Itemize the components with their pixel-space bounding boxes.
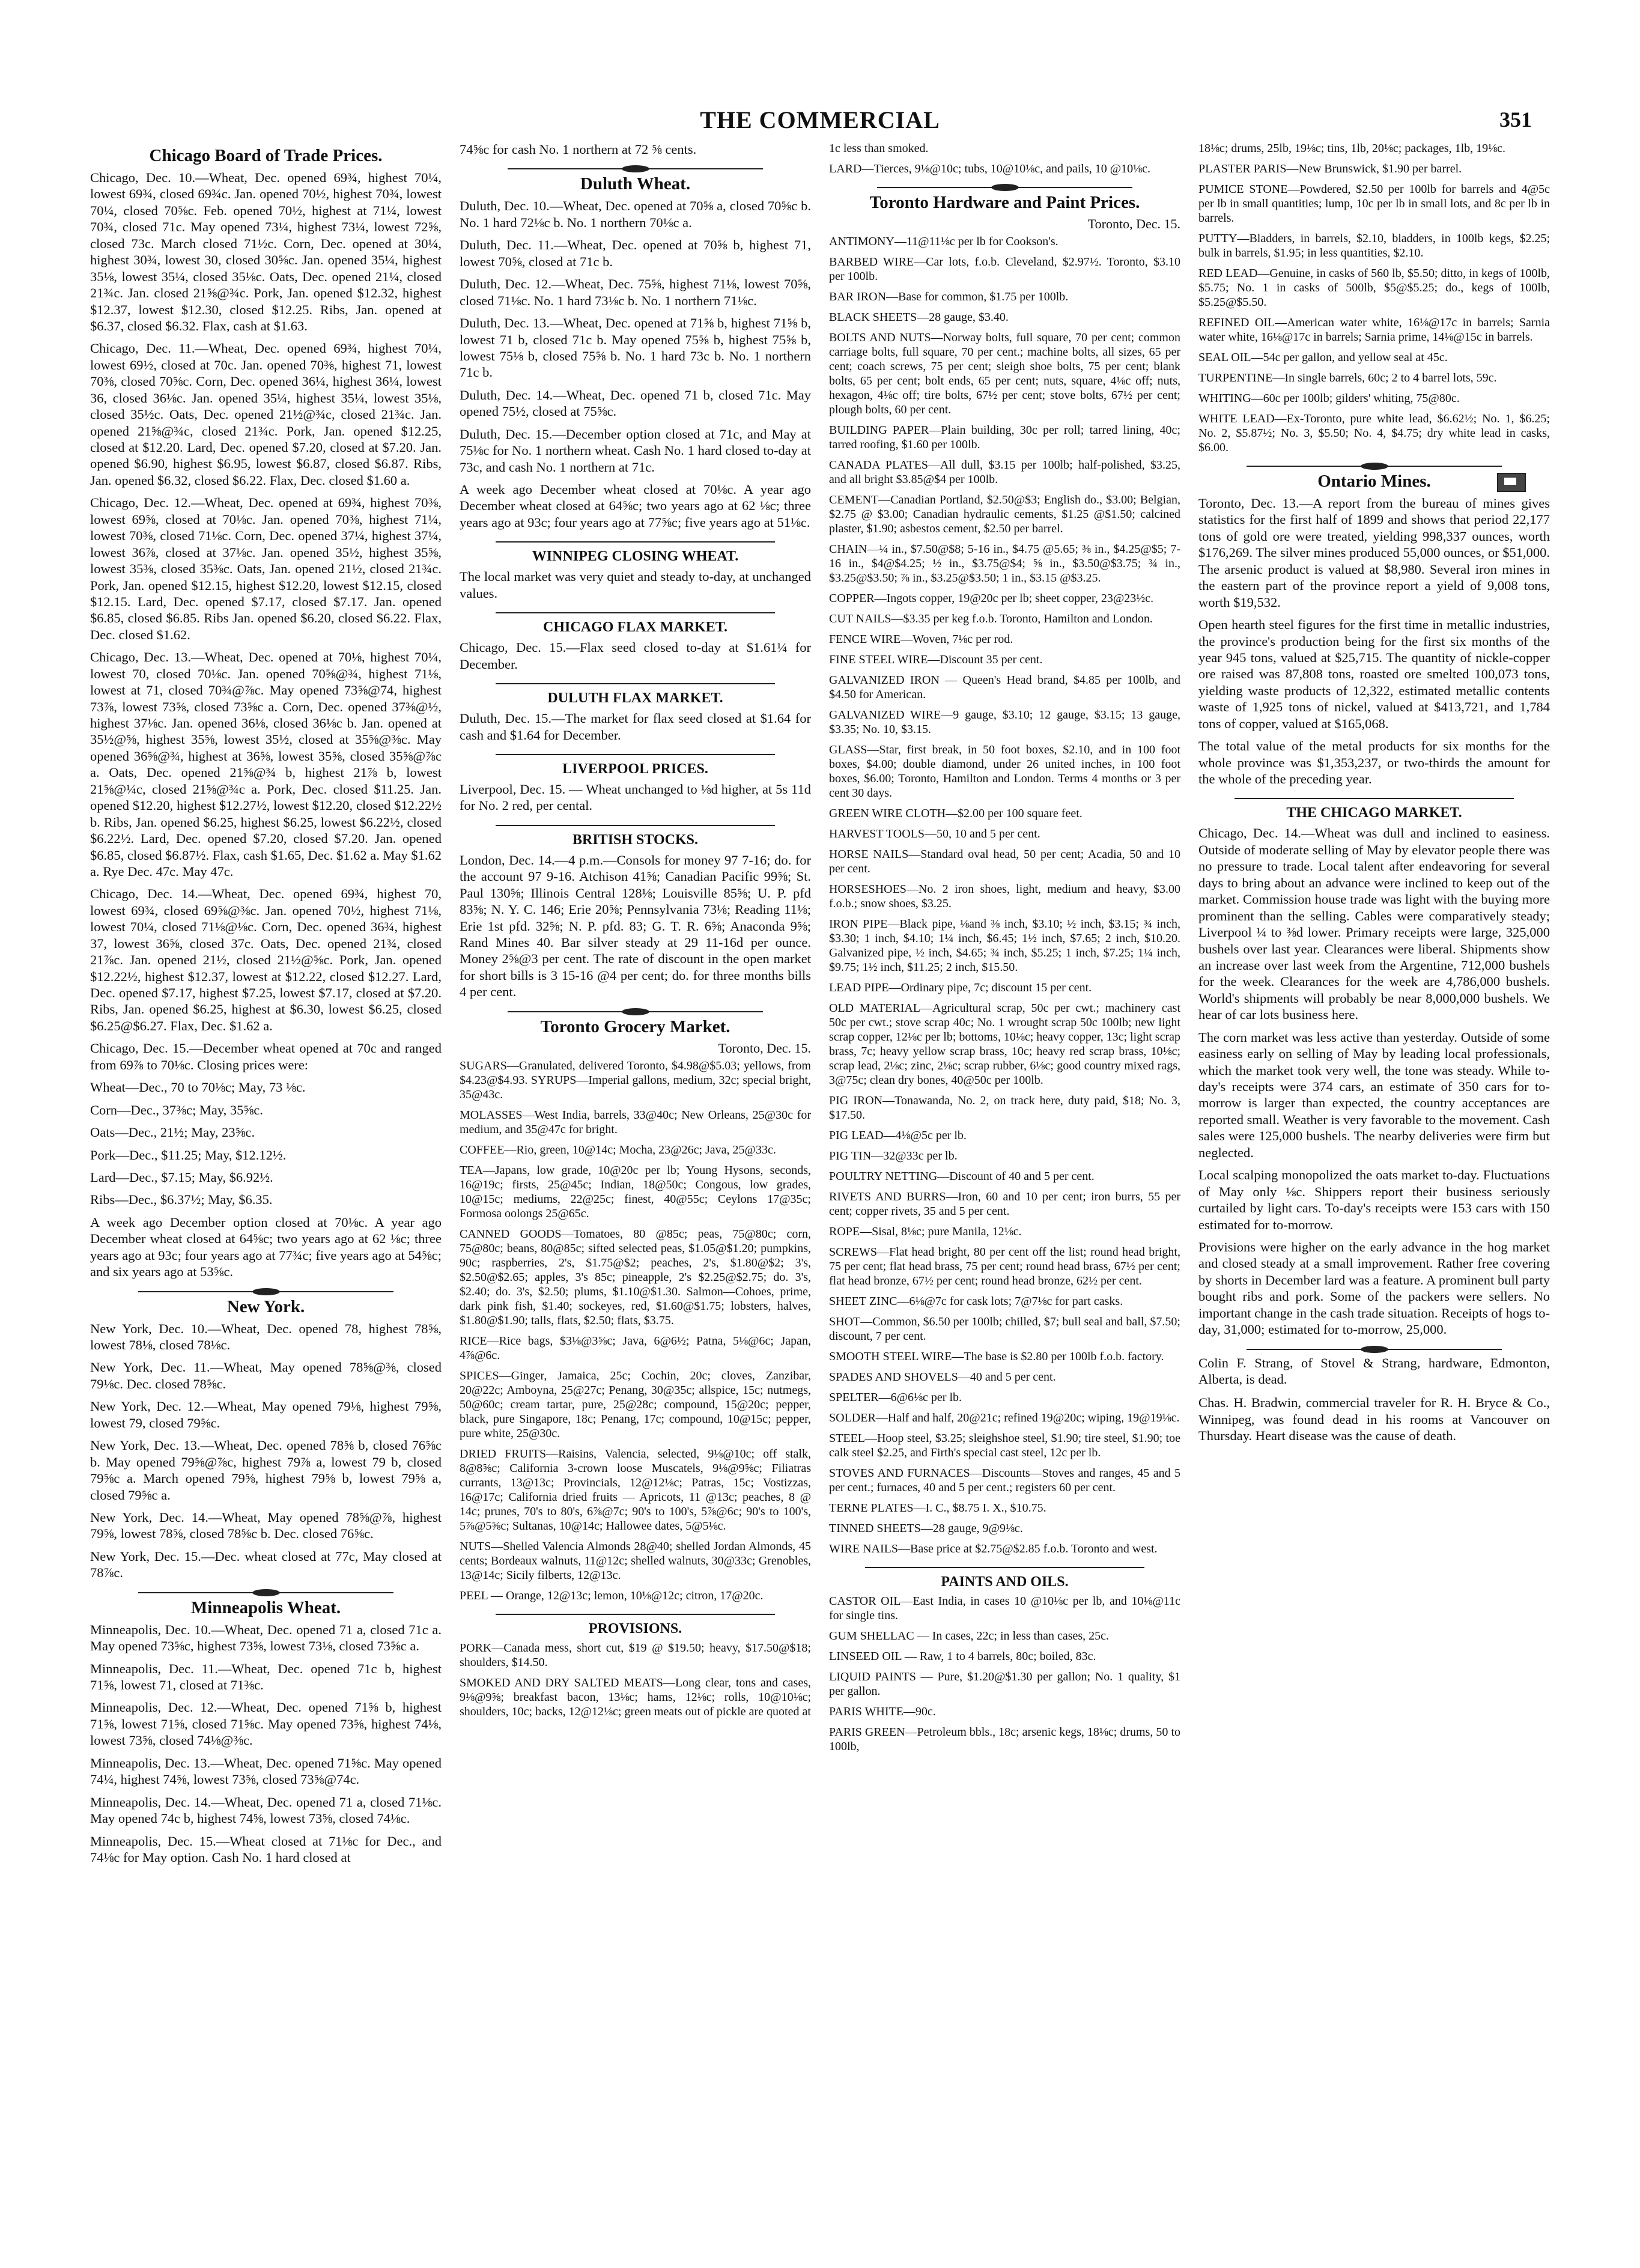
article-paragraph: PARIS WHITE—90c. [829,1705,936,1718]
article-paragraph: RED LEAD—Genuine, in casks of 560 lb, $5.50; ditto, in kegs of 100lb, $5.75; No. 1 in casks of 500lb, $5@$5.25; do., kegs of 100lb, $5.25@$5.50. [1198,267,1550,309]
article-paragraph: PARIS GREEN—Petroleum bbls., 18c; arsenic kegs, 18⅛c; drums, 50 to 100lb, [829,1725,1180,1753]
article-paragraph: 74⅝c for cash No. 1 northern at 72 ⅝ cents. [460,142,697,157]
section-divider [496,541,775,543]
article-paragraph: HORSESHOES—No. 2 iron shoes, light, medium and heavy, $3.00 f.o.b.; snow shoes, $3.25. [829,883,1180,910]
heading-row [1198,472,1550,491]
article-paragraph: The corn market was less active than yesterday. Outside of some easiness early on selling of May by leading local professionals, which the market took very well, the tone was steady. While to-day's receipts were 374 cars, an estimate of 350 cars for to-morrow is larger than expected, the country acceptances are reported small. Weather is very favorable to the movement. Cash sales were 125,000 bushels. The nearby deliveries were firm but neglected. [1198,1029,1550,1160]
article-paragraph: Duluth, Dec. 14.—Wheat, Dec. opened 71 b, closed 71c. May opened 75½, closed at 75⅝c. [460,387,811,419]
article-paragraph: Minneapolis, Dec. 14.—Wheat, Dec. opened 71 a, closed 71⅛c. May opened 74c b, highest 74⅝, lowest 73⅝, closed 74⅛c. [90,1794,442,1826]
article-paragraph: Open hearth steel figures for the first time in metallic industries, the province's production being for the first six months of the year 945 tons, valued at $25,715. The quantity of nickle-copper ore raised was 87,808 tons, roasted ore smelted 100,073 tons, yielding waste products of 12,322, estimated metallic contents waste of 1,925 tons of nickel, valued at $413,721, and 1,784 tons of copper, valued at $165,068. [1198,617,1550,731]
article-paragraph: Minneapolis, Dec. 12.—Wheat, Dec. opened 71⅝ b, highest 71⅝, lowest 71⅝, closed 71⅝c. May opened 73⅝, highest 74⅛, lowest 73⅝, closed 74⅛@⅜c. [90,1700,442,1748]
article [1198,798,1550,1337]
article-paragraph: PUTTY—Bladders, in barrels, $2.10, bladders, in 100lb kegs, $2.25; bulk in barrels, $1.95; in less quantities, $2.10. [1198,232,1550,260]
section-divider [508,1011,763,1012]
article-heading: Chicago Board of Trade Prices. [149,146,383,165]
article-paragraph: STOVES AND FURNACES—Discounts—Stoves and ranges, 45 and 5 per cent.; furnaces, 40 and 5 per cent.; registers 60 per cent. [829,1467,1180,1494]
article-paragraph: 1c less than smoked. [829,142,929,155]
article-heading: PAINTS AND OILS. [941,1574,1069,1590]
article-paragraph: Lard—Dec., $7.15; May, $6.92½. [90,1169,273,1185]
article-paragraph: CEMENT—Canadian Portland, $2.50@$3; English do., $3.00; Belgian, $2.75 @ $3.00; Canadian hydraulic cements, $1.25 @$1.50; calcined plaster, $1.90; asbestos cement, $2.50 per barrel. [829,493,1180,535]
article [1198,141,1550,455]
article-paragraph: Chas. H. Bradwin, commercial traveler for R. H. Bryce & Co., Winnipeg, was found dead in his rooms at Vancouver on Thursday. Heart disease was the cause of death. [1198,1395,1550,1444]
article-paragraph: MOLASSES—West India, barrels, 33@40c; New Orleans, 25@30c for medium, and 35@47c for bright. [460,1108,811,1136]
article-heading: DULUTH FLAX MARKET. [547,690,723,707]
article-paragraph: TINNED SHEETS—28 gauge, 9@9⅛c. [829,1522,1023,1535]
article-paragraph: Chicago, Dec. 15.—Flax seed closed to-day at $1.61¼ for December. [460,640,811,672]
article-paragraph: SHOT—Common, $6.50 per 100lb; chilled, $7; bull seal and ball, $7.50; discount, 7 per cent. [829,1315,1180,1343]
section-divider [496,1614,775,1615]
article [460,612,811,672]
article-paragraph: BOLTS AND NUTS—Norway bolts, full square, 70 per cent; common carriage bolts, full square, 70 per cent.; machine bolts, all sizes, 65 per cent; coach screws, 75 per cent; sleigh shoe bolts, 75 per cent; blank bolts, 65 per cent; bolt ends, 65 per cent; nuts, square, 4⅛c off; nuts, hexagon, 4⅛c off; tire bolts, 67½ per cent; stove bolts, 67½ per cent; plough bolts, 60 per cent. [829,331,1180,416]
section-divider [508,168,763,169]
article-paragraph: Chicago, Dec. 12.—Wheat, Dec. opened at 69¾, highest 70⅜, lowest 69⅝, closed at 70⅛c. Jan. opened 70⅜, highest 71¼, lowest 70⅜, closed 71⅛c. Corn, Dec. opened 37¼, highest 37¼, lowest 36⅞, closed at 37⅛c. Jan. opened 35½, highest 35⅝, lowest 35⅜, closed 35⅜c. Oats, Jan. opened 21½, closed 21¾c. Pork, Jan. opened $12.15, highest $12.20, lowest $12.15, closed $12.15. Lard, Dec. opened $7.17, closed $7.17. Jan. opened $6.85, closed $6.85. Ribs Jan. opened $6.20, closed $6.22. Flax, Dec. closed $1.62. [90,495,442,642]
article-paragraph: Oats—Dec., 21½; May, 23⅝c. [90,1125,255,1140]
article-paragraph: TURPENTINE—In single barrels, 60c; 2 to 4 barrel lots, 59c. [1198,371,1497,385]
publication-title: THE COMMERCIAL [700,106,940,133]
article-paragraph: RIVETS AND BURRS—Iron, 60 and 10 per cent; iron burrs, 55 per cent; copper rivets, 35 and 5 per cent. [829,1190,1180,1218]
article-paragraph: ROPE—Sisal, 8⅛c; pure Manila, 12⅛c. [829,1225,1022,1238]
article [460,141,811,157]
article [460,541,811,601]
section-divider [138,1592,393,1593]
article [829,1567,1180,1754]
mine-icon [1497,473,1526,492]
article-paragraph: Chicago, Dec. 11.—Wheat, Dec. opened 69¾, highest 70¼, lowest 69½, closed at 70c. Jan. opened 70⅜, highest 71, lowest 70⅜, closed 70⅝c. Corn, Dec. opened 36¼, highest 36¼, lowest 36, closed 36⅛c. Jan. opened 35¼, highest 35¼, lowest 35⅛, closed 35½c. Oats, Dec. opened 21½@¾c, closed 21¾c. Jan. opened 21⅝@¾c, closed 21¾c. Pork, Jan. opened $12.25, closed at $12.20. Lard, Dec. opened $7.20, closed at $7.20. Jan. opened $6.90, highest $6.95, lowest $6.87, closed $6.87. Ribs, Jan. opened $6.32, closed $6.22. Flax, Dec. closed $1.60 a. [90,341,442,488]
article-paragraph: New York, Dec. 15.—Dec. wheat closed at 77c, May closed at 78⅞c. [90,1548,442,1581]
article-paragraph: RICE—Rice bags, $3⅛@3⅝c; Java, 6@6½; Patna, 5⅛@6c; Japan, 4⅞@6c. [460,1334,811,1362]
article-paragraph: New York, Dec. 10.—Wheat, Dec. opened 78, highest 78⅝, lowest 78⅛, closed 78⅛c. [90,1321,442,1352]
article-paragraph: ANTIMONY—11@11⅛c per lb for Cookson's. [829,235,1058,248]
article-paragraph: TEA—Japans, low grade, 10@20c per lb; Young Hysons, seconds, 16@19c; firsts, 25@45c; Indian, 18@50c; Congous, low grades, 10@15c; mediums, 22@25c; finest, 40@55c; Ceylons 17@35c; Formosa oolongs 25@65c. [460,1163,811,1220]
section-divider [1247,466,1502,467]
article-paragraph: POULTRY NETTING—Discount of 40 and 5 per cent. [829,1170,1095,1183]
article-paragraph: SPICES—Ginger, Jamaica, 25c; Cochin, 20c; cloves, Zanzibar, 20@22c; Amboyna, 25@27c; Penang, 30@35c; allspice, 15c; nutmegs, 50@60c; cream tartar, pure, 25@28c; compound, 15@20c; pepper, black, pure Singapore, 18c; Penang, 17c; compound, 10@15c; pepper, pure white, 25@30c. [460,1369,811,1440]
article-paragraph: PLASTER PARIS—New Brunswick, $1.90 per barrel. [1198,162,1462,175]
article-paragraph: PIG IRON—Tonawanda, No. 2, on track here, duty paid, $18; No. 3, $17.50. [829,1094,1180,1122]
article-paragraph: HORSE NAILS—Standard oval head, 50 per cent; Acadia, 50 and 10 per cent. [829,848,1180,875]
article [829,141,1180,176]
article-paragraph: PORK—Canada mess, short cut, $19 @ $19.50; heavy, $17.50@$18; shoulders, $14.50. [460,1641,811,1669]
section-divider [496,754,775,755]
article [460,683,811,743]
article-paragraph: Chicago, Dec. 14.—Wheat, Dec. opened 69¾, highest 70, lowest 69¾, closed 69⅝@⅜c. Jan. opened 70½, highest 71⅛, lowest 70¼, closed 71⅛@⅛c. Corn, Dec. opened 36¾, highest 37, lowest 36⅝, closed 37c. Oats, Dec. opened 21¾, closed 21⅞c. Jan. opened 21½, closed 21½@⅝c. Pork, Jan. opened $12.22½, highest $12.37, lowest at $12.22, closed $12.27. Lard, Dec. opened $7.17, highest $7.25, lowest $7.17, closed at $7.20. Ribs, Jan. opened $6.25, highest at $6.30, lowest $6.25, closed $6.25@$6.27. Flax, Dec. $1.62 a. [90,886,442,1033]
article [90,1592,442,1866]
article-paragraph: SMOKED AND DRY SALTED MEATS—Long clear, tons and cases, 9⅛@9⅝; breakfast bacon, 13⅛c; hams, 12⅛c; rolls, 10@10⅛c; shoulders, 10c; backs, 12@12⅛c; green meats out of pickle are quoted at [460,1676,811,1718]
article-paragraph: New York, Dec. 14.—Wheat, May opened 78⅝@⅞, highest 79⅝, lowest 78⅝, closed 78⅝c b. Dec. closed 76⅝c. [90,1509,442,1542]
section-divider [865,1567,1144,1568]
article-paragraph: Duluth, Dec. 11.—Wheat, Dec. opened at 70⅝ b, highest 71, lowest 70⅝, closed at 71c b. [460,237,811,269]
article-heading: New York. [226,1297,305,1316]
article-paragraph: BAR IRON—Base for common, $1.75 per 100lb. [829,290,1069,303]
article-heading: Minneapolis Wheat. [190,1598,341,1617]
article-heading: Duluth Wheat. [580,174,691,194]
article [90,146,442,1280]
article-heading: Toronto Hardware and Paint Prices. [869,193,1140,212]
article-paragraph: Duluth, Dec. 15.—The market for flax seed closed at $1.64 for cash and $1.64 for December. [460,711,811,743]
article-heading: Ontario Mines. [1317,472,1431,491]
article-paragraph: Chicago, Dec. 14.—Wheat was dull and inclined to easiness. Outside of moderate selling of May by elevator people there was no pressure to trade. Local talent after endeavoring for several days to bring about an advance were inclined to keep out of the market. Commission house trade was light with the buying more prominent than the selling. Cables were comparatively steady; Liverpool ¼ to ⅜d lower. Primary receipts were large, 325,000 bushels over last year. Clearances were liberal. Shipments show an increase over last week from the Argentine, 712,000 bushels for the week. Clearances for the week are 4,786,000 bushels. World's shipments will probably be near 8,000,000 bushels. We hear of car lots business here. [1198,825,1550,1023]
article-paragraph: CASTOR OIL—East India, in cases 10 @10⅛c per lb, and 10⅛@11c for single tins. [829,1595,1180,1622]
article-paragraph: LINSEED OIL — Raw, 1 to 4 barrels, 80c; boiled, 83c. [829,1650,1096,1663]
section-divider [138,1291,393,1292]
section-divider [496,825,775,826]
article-paragraph: SMOOTH STEEL WIRE—The base is $2.80 per 100lb f.o.b. factory. [829,1350,1164,1363]
article-paragraph: BARBED WIRE—Car lots, f.o.b. Cleveland, $2.97½. Toronto, $3.10 per 100lb. [829,255,1180,283]
article-paragraph: WHITING—60c per 100lb; gilders' whiting, 75@80c. [1198,392,1460,405]
section-divider [1247,1349,1502,1350]
article-paragraph: New York, Dec. 11.—Wheat, May opened 78⅝@⅜, closed 79⅛c. Dec. closed 78⅝c. [90,1360,442,1391]
article-paragraph: Duluth, Dec. 10.—Wheat, Dec. opened at 70⅝ a, closed 70⅝c b. No. 1 hard 72⅛c b. No. 1 northern 70⅛c a. [460,198,811,230]
article-paragraph: FINE STEEL WIRE—Discount 35 per cent. [829,653,1043,666]
dateline: Toronto, Dec. 15. [1087,216,1180,231]
article-paragraph: BLACK SHEETS—28 gauge, $3.40. [829,311,1009,324]
article-paragraph: WHITE LEAD—Ex-Toronto, pure white lead, $6.62½; No. 1, $6.25; No. 2, $5.87½; No. 3, $5.50; No. 4, $4.75; dry white lead in casks, $6.00. [1198,412,1550,454]
section-divider [877,187,1132,188]
article-heading: PROVISIONS. [588,1620,682,1637]
article-paragraph: PIG LEAD—4⅛@5c per lb. [829,1129,967,1142]
article-paragraph: BUILDING PAPER—Plain building, 30c per roll; tarred lining, 40c; tarred roofing, $1.60 per 100lb. [829,424,1180,451]
article [460,825,811,1000]
article-paragraph: 18⅛c; drums, 25lb, 19⅛c; tins, 1lb, 20⅛c; packages, 1lb, 19⅛c. [1198,142,1506,155]
article-paragraph: PIG TIN—32@33c per lb. [829,1149,958,1163]
article-paragraph: CANNED GOODS—Tomatoes, 80 @85c; peas, 75@80c; corn, 75@80c; beans, 80@85c; sifted selected peas, $1.05@$1.20; pumpkins, 90c; raspberries, 2's, $1.75@$2; peaches, 2's, $1.80@$2; 3's, $2.50@$2.65; apples, 3's 85c; pineapple, 2's $2.25@$2.75; do. 3's, $2.40; do. 3's, $2.50; plums, $1.10@$1.30. Salmon—Cohoes, prime, dark pink fish, $1.40; sockeyes, red, $1.60@$1.75; lobsters, halves, $1.80@$1.90; talls, flats, $2.50; flats, $3.75. [460,1227,811,1327]
article [460,1614,811,1719]
article [460,168,811,531]
article-paragraph: LEAD PIPE—Ordinary pipe, 7c; discount 15 per cent. [829,981,1092,994]
article-paragraph: Local scalping monopolized the oats market to-day. Fluctuations of May only ⅛c. Shippers report their business seriously curtailed by light cars. To-day's receipts were 153 cars with 150 estimated for to-morrow. [1198,1167,1550,1232]
article-paragraph: A week ago December option closed at 70⅛c. A year ago December wheat closed at 64⅝c; two years ago at 62 ⅛c; three years ago at 93c; four years ago at 77¾c; five years ago at 54⅝c; and six years ago at 53⅝c. [90,1214,442,1280]
column-1 [90,141,442,2232]
article-paragraph: Minneapolis, Dec. 10.—Wheat, Dec. opened 71 a, closed 71c a. May opened 73⅝c, highest 73⅝, lowest 73⅛, closed 73⅝c a. [90,1622,442,1654]
article [829,187,1180,1556]
article [460,754,811,814]
article-paragraph: Minneapolis, Dec. 13.—Wheat, Dec. opened 71⅝c. May opened 74¼, highest 74⅝, lowest 73⅝, closed 73⅝@74c. [90,1755,442,1787]
article-paragraph: Chicago, Dec. 10.—Wheat, Dec. opened 69¾, highest 70¼, lowest 69¾, closed 69¾c. Jan. opened 70½, highest 70¾, lowest 70¼, closed 70⅝c. Feb. opened 70½, highest at 71¼, lowest 70¾, closed 71c. May opened 73¼, highest 73¼, lowest 72⅝, closed 73c. March closed 71½c. Corn, Dec. opened at 30¼, highest 30¾, lowest 30, closed 30⅝c. Jan. opened 35¼, highest 35⅛, lowest 35¼, closed 35⅛c. Oats, Dec. opened 21¼, closed 21¾c. Jan. closed 21⅝@¾c. Pork, Jan. opened $12.32, highest $12.37, lowest $12.30, closed $12.25. Ribs, Jan. opened at $6.37, closed $6.32. Flax, cash at $1.63. [90,170,442,333]
article-paragraph: GALVANIZED WIRE—9 gauge, $3.10; 12 gauge, $3.15; 13 gauge, $3.35; No. 10, $3.15. [829,708,1180,736]
article-paragraph: SPELTER—6@6⅛c per lb. [829,1391,962,1404]
column-3 [829,141,1180,2232]
article-paragraph: IRON PIPE—Black pipe, ⅛and ⅜ inch, $3.10; ½ inch, $3.15; ¾ inch, $3.30; 1 inch, $4.10; 1¼ inch, $6.45; 1½ inch, $7.65; 2 inch, $10.20. Galvanized pipe, ½ inch, $4.65; ¾ inch, $5.25; 1 inch, $7.25; 1¼ inch, $9.75; 1½ inch, $11.25; 2 inch, $15.50. [829,917,1180,974]
column-2 [460,141,811,2232]
article-paragraph: New York, Dec. 12.—Wheat, May opened 79⅛, highest 79⅝, lowest 79, closed 79⅝c. [90,1399,442,1430]
article [1198,1349,1550,1444]
article-paragraph: The local market was very quiet and steady to-day, at unchanged values. [460,569,811,601]
article-paragraph: CHAIN—¼ in., $7.50@$8; 5-16 in., $4.75 @5.65; ⅜ in., $4.25@$5; 7-16 in., $4@$4.25; ½ in., $3.75@$4; ⅝ in., $3.50@$3.75; ¾ in., $3.25@$3.50; ⅞ in., $3.25@$3.50; 1 in., $3.15 @$3.25. [829,543,1180,585]
article-paragraph: REFINED OIL—American water white, 16⅛@17c in barrels; Sarnia water white, 16⅛@17c in barrels; Sarnia prime, 14⅛@15c in barrels. [1198,316,1550,344]
article-paragraph: Duluth, Dec. 15.—December option closed at 71c, and May at 75⅛c for No. 1 northern wheat. Cash No. 1 hard closed to-day at 73c, and cash No. 1 northern at 71c. [460,426,811,475]
article-paragraph: SHEET ZINC—6⅛@7c for cask lots; 7@7⅛c for part casks. [829,1295,1123,1308]
article-paragraph: LIQUID PAINTS — Pure, $1.20@$1.30 per gallon; No. 1 quality, $1 per gallon. [829,1670,1180,1698]
article-paragraph: Wheat—Dec., 70 to 70⅛c; May, 73 ⅛c. [90,1080,306,1095]
column-4 [1198,141,1550,2232]
article-paragraph: WIRE NAILS—Base price at $2.75@$2.85 f.o.b. Toronto and west. [829,1542,1158,1555]
article [460,1011,811,1603]
article-paragraph: STEEL—Hoop steel, $3.25; sleighshoe steel, $1.90; tire steel, $1.90; toe calk steel $2.25, and Firth's special cast steel, 12c per lb. [829,1432,1180,1459]
article-heading: THE CHICAGO MARKET. [1286,805,1462,821]
article-paragraph: SCREWS—Flat head bright, 80 per cent off the list; round head bright, 75 per cent; flat head brass, 75 per cent; round head brass, 67½ per cent; flat head bronze, 67½ per cent; round head bronze, 62½ per cent. [829,1245,1180,1288]
article-paragraph: NUTS—Shelled Valencia Almonds 28@40; shelled Jordan Almonds, 45 cents; Bordeaux walnuts, 11@12c; shelled walnuts, 30@33c; Grenobles, 13@14c; Sicily filberts, 12@13c. [460,1539,811,1582]
page-header [102,101,1538,143]
article-paragraph: PEEL — Orange, 12@13c; lemon, 10⅛@12c; citron, 17@20c. [460,1589,764,1602]
article-paragraph: Ribs—Dec., $6.37½; May, $6.35. [90,1192,273,1208]
article-paragraph: Liverpool, Dec. 15. — Wheat unchanged to ⅛d higher, at 5s 11d for No. 2 red, per cental. [460,781,811,813]
article-paragraph: Minneapolis, Dec. 15.—Wheat closed at 71⅛c for Dec., and 74⅛c for May option. Cash No. 1 hard closed at [90,1833,442,1865]
article-paragraph: DRIED FRUITS—Raisins, Valencia, selected, 9⅛@10c; off stalk, 8@8⅝c; California 3-crown loose Muscatels, 9⅛@9⅝c; Filiatras currants, 13@13c; Provincials, 12@12⅛c; Patras, 15c; Vostizzas, 16@17c; California dried fruits — Apricots, 11 @13c; peaches, 8 @ 14c; prunes, 70's to 80's, 6⅞@7c; 90's to 100's, 5⅞@6c; 90's to 100's, 5⅞@5⅝c; Sultanas, 10@14c; Hallowee dates, 5@5⅛c. [460,1447,811,1533]
article-paragraph: Provisions were higher on the early advance in the hog market and closed steady at a small improvement. Rather free covering by shorts in December lard was a feature. A prominent bull party bought ribs and pork. Some of the packers were sellers. No important change in the cash trade situation. Receipts of hogs to-day, 31,000; estimated for to-morrow, 25,000. [1198,1239,1550,1337]
article-paragraph: The total value of the metal products for six months for the whole province was $1,353,237, or two-thirds the amount for the whole of the preceding year. [1198,738,1550,786]
section-divider [496,612,775,613]
article-paragraph: A week ago December wheat closed at 70⅛c. A year ago December wheat closed at 64⅝c; two years ago at 62 ⅛c; three years ago at 93c; four years ago at 77⅝c; five years ago at 51⅛c. [460,482,811,530]
article-paragraph: Toronto, Dec. 13.—A report from the bureau of mines gives statistics for the first half of 1899 and shows that period 22,177 tons of gold ore were treated, yielding 998,337 ounces, worth $176,269. The silver mines produced 55,000 ounces, or $51,000. The arsenic product is valued at $8,980. Several iron mines in the eastern part of the province report a yield of 9,008 tons, worth $19,532. [1198,496,1550,610]
article-heading: CHICAGO FLAX MARKET. [543,619,727,636]
article-paragraph: SUGARS—Granulated, delivered Toronto, $4.98@$5.03; yellows, from $4.23@$4.93. SYRUPS—Imperial gallons, medium, 32c; special bright, 35@43c. [460,1059,811,1101]
article-paragraph: New York, Dec. 13.—Wheat, Dec. opened 78⅝ b, closed 76⅝c b. May opened 79⅝@⅞c, highest 79⅞ a, lowest 79 b, closed 79⅝c a. March opened 79⅝, highest 79⅝ b, lowest 79⅝ a, closed 79⅝c a. [90,1438,442,1503]
page-number: 351 [1499,108,1532,132]
article-paragraph: SEAL OIL—54c per gallon, and yellow seal at 45c. [1198,351,1448,364]
article-paragraph: COPPER—Ingots copper, 19@20c per lb; sheet copper, 23@23½c. [829,592,1154,605]
article-paragraph: GLASS—Star, first break, in 50 foot boxes, $2.10, and in 100 foot boxes, $4.00; double diamond, under 26 united inches, in 100 foot boxes, $6.00; Toronto, Hamilton and London. Terms 4 months or 3 per cent 30 days. [829,743,1180,800]
article-heading: Toronto Grocery Market. [540,1017,730,1036]
article-paragraph: Duluth, Dec. 12.—Wheat, Dec. 75⅝, highest 71⅛, lowest 70⅝, closed 71⅛c. No. 1 hard 73⅛c b. No. 1 northern 71⅛c. [460,276,811,308]
article [1198,466,1550,787]
article-paragraph: SOLDER—Half and half, 20@21c; refined 19@20c; wiping, 19@19⅛c. [829,1411,1180,1424]
article-paragraph: Chicago, Dec. 13.—Wheat, Dec. opened at 70⅛, highest 70¼, lowest 70, closed 70⅛c. Jan. opened 70⅝@¾, highest 71⅛, lowest at 71, closed 70¾@⅞c. May opened 73⅝@74, highest 73⅞, lowest 73⅝, closed 73⅝c a. Corn, Dec. opened 37⅜@½, highest 37⅛c. Jan. opened 36⅛, closed 36⅛c b. Jan. opened at 35½@⅝, highest 35⅝, lowest 35½, closed at 35⅝@⅜c. May opened 36⅝@¾, highest at 36⅝, lowest 35⅝, closed 35⅝@⅞c a. Oats, Dec. opened 21⅝@¾ b, highest 21⅞ b, lowest 21⅝@¼c, closed 21⅝@¾c a. Pork, Dec. closed $11.25. Jan. opened $12.20, highest $12.27½, lowest $12.20, closed $12.22½ b. Ribs, Jan. opened $6.25, highest $6.25, lowest $6.22½, closed $6.22½. Lard, Dec. opened $7.20, closed $7.20. Jan. opened $6.85, closed $6.87½. Flax, cash $1.65, Dec. $1.62 a. May $1.62 a. Rye Dec. 47c. May 47c. [90,649,442,879]
article-paragraph: TERNE PLATES—I. C., $8.75 I. X., $10.75. [829,1501,1046,1515]
dateline: Toronto, Dec. 15. [718,1040,811,1056]
article-paragraph: Colin F. Strang, of Stovel & Strang, hardware, Edmonton, Alberta, is dead. [1198,1355,1550,1387]
article [90,1291,442,1581]
article-paragraph: GUM SHELLAC — In cases, 22c; in less than cases, 25c. [829,1629,1110,1643]
article-paragraph: Pork—Dec., $11.25; May, $12.12½. [90,1147,287,1163]
article-paragraph: COFFEE—Rio, green, 10@14c; Mocha, 23@26c; Java, 25@33c. [460,1143,776,1157]
section-divider [1235,798,1514,799]
article-paragraph: PUMICE STONE—Powdered, $2.50 per 100lb for barrels and 4@5c per lb in small quantities; lump, 10c per lb in small lots, and 8c per lb in barrels. [1198,183,1550,225]
columns [90,141,1550,2232]
article-paragraph: OLD MATERIAL—Agricultural scrap, 50c per cwt.; machinery cast 50c per cwt.; stove scrap 40c; No. 1 wrought scrap 50c 100lb; new light scrap copper, 12⅛c per lb; bottoms, 10⅛c; heavy copper, 13c; light scrap brass, 7c; heavy yellow scrap brass, 10c; heavy red scrap brass, 10⅛c; scrap lead, 2⅛c; zinc, 2⅛c; scrap rubber, 6⅛c; good country mixed rags, 3@75c; clean dry bones, 40@50c per 100lb. [829,1002,1180,1087]
article-heading: WINNIPEG CLOSING WHEAT. [532,549,739,565]
article-paragraph: Duluth, Dec. 13.—Wheat, Dec. opened at 71⅝ b, highest 71⅝ b, lowest 71 b, closed 71c b. May opened 75⅝ b, highest 75⅝ b, lowest 75⅛ b, closed 75⅝ b. No. 1 hard 73c b. No. 1 northern 71c b. [460,315,811,380]
article-paragraph: LARD—Tierces, 9⅛@10c; tubs, 10@10⅛c, and pails, 10 @10⅛c. [829,162,1151,175]
article-paragraph: Minneapolis, Dec. 11.—Wheat, Dec. opened 71c b, highest 71⅝, lowest 71, closed at 71⅜c. [90,1661,442,1692]
article-paragraph: CUT NAILS—$3.35 per keg f.o.b. Toronto, Hamilton and London. [829,612,1153,625]
article-heading: LIVERPOOL PRICES. [562,761,708,777]
article-heading: BRITISH STOCKS. [572,831,698,848]
article-paragraph: SPADES AND SHOVELS—40 and 5 per cent. [829,1370,1056,1384]
article-paragraph: CANADA PLATES—All dull, $3.15 per 100lb; half-polished, $3.25, and all bright $3.85@$4 per 100lb. [829,458,1180,486]
article-paragraph: London, Dec. 14.—4 p.m.—Consols for money 97 7-16; do. for the account 97 9-16. Atchison 41⅝; Canadian Pacific 99⅝; St. Paul 130⅝; Illinois Central 128⅛; Louisville 85⅝; U. P. pfd 83⅝; N. Y. C. 146; Erie 20⅝; Pennsylvania 73⅛; Reading 11⅛; Erie 1st pfd. 32⅝; N. P. pfd. 83; G. T. R. 6⅝; Anaconda 9⅝; Rand Mines 40. Bar silver steady at 29 11-16d per ounce. Money 2⅝@3 per cent. The rate of discount in the open market for short bills is 3 15-16 @4 per cent; do. for three months bills 4 per cent. [460,852,811,1000]
section-divider [496,683,775,684]
article-paragraph: GREEN WIRE CLOTH—$2.00 per 100 square feet. [829,807,1083,820]
article-paragraph: Chicago, Dec. 15.—December wheat opened at 70c and ranged from 69⅞ to 70⅛c. Closing prices were: [90,1041,442,1072]
article-paragraph: Corn—Dec., 37⅜c; May, 35⅝c. [90,1102,263,1117]
article-paragraph: GALVANIZED IRON — Queen's Head brand, $4.85 per 100lb, and $4.50 for American. [829,673,1180,701]
article-paragraph: HARVEST TOOLS—50, 10 and 5 per cent. [829,827,1040,841]
article-paragraph: FENCE WIRE—Woven, 7⅛c per rod. [829,633,1013,646]
